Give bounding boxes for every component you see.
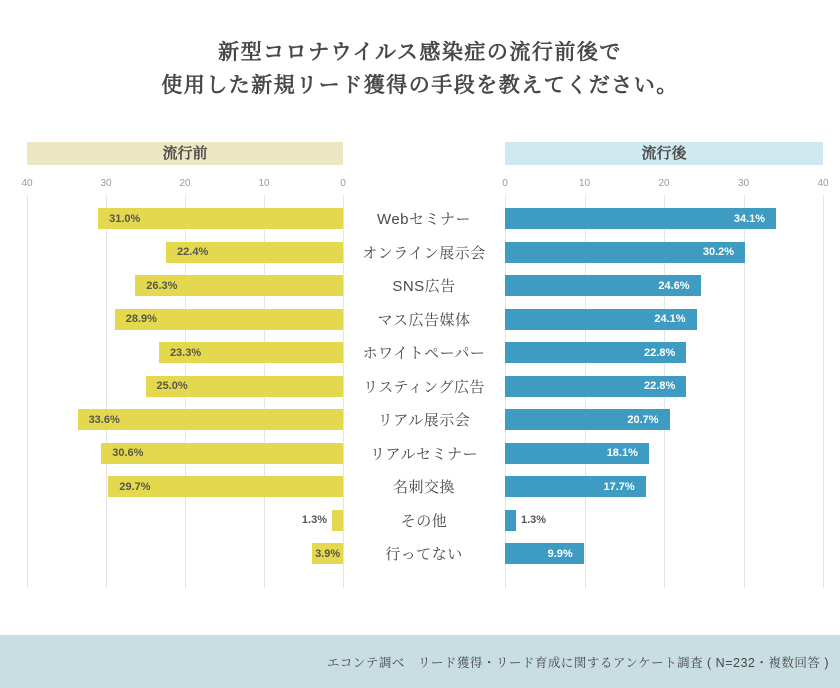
after-bar — [505, 242, 745, 263]
source-footer — [0, 635, 840, 688]
after-bar-cell — [505, 543, 823, 564]
before-bar — [135, 275, 343, 296]
after-bar-cell — [505, 510, 823, 531]
after-bar-cell — [505, 309, 823, 330]
chart-row — [27, 504, 823, 538]
before-bar-cell — [27, 208, 343, 229]
after-bar — [505, 342, 686, 363]
before-bar — [98, 208, 343, 229]
chart-row — [27, 303, 823, 337]
category-label: リアル展示会 — [377, 412, 471, 430]
before-bar-cell — [27, 443, 343, 464]
before-bar — [332, 510, 343, 531]
axis-tick: 40 — [21, 178, 33, 189]
before-bar-cell — [27, 309, 343, 330]
value-label: 30.2% — [702, 246, 735, 259]
left-axis-ticks — [21, 165, 346, 195]
legend-bands-row — [27, 142, 823, 165]
category-label: リスティング広告 — [363, 378, 485, 396]
before-bar — [108, 476, 343, 497]
axis-tick: 30 — [737, 178, 750, 189]
after-bar-cell — [505, 208, 823, 229]
category-label: 名刺交換 — [392, 479, 455, 497]
category-label: ホワイトペーパー — [362, 345, 486, 363]
chart-row — [27, 537, 823, 571]
value-label: 24.1% — [654, 313, 686, 326]
value-label: 3.9% — [315, 547, 341, 560]
value-label: 28.9% — [125, 313, 157, 326]
value-label: 24.6% — [658, 279, 690, 292]
before-bar-cell — [27, 510, 343, 531]
before-bar — [78, 409, 343, 430]
chart-row — [27, 470, 823, 504]
before-bar-cell — [27, 275, 343, 296]
value-label: 1.3% — [521, 514, 547, 527]
legend-band-after: 流行後 — [505, 142, 823, 165]
before-bar-cell — [27, 476, 343, 497]
legend-band-spacer — [343, 142, 505, 165]
before-bar — [166, 242, 343, 263]
after-bar — [505, 510, 516, 531]
after-bar — [505, 543, 584, 564]
before-bar-cell — [27, 409, 343, 430]
source-text: エコンテ調べ リード獲得・リード育成に関するアンケート調査 ( N=232・複数回答 ) — [326, 655, 829, 670]
axis-tick: 10 — [258, 178, 270, 189]
value-label: 33.6% — [88, 413, 120, 426]
chart-row — [27, 403, 823, 437]
value-label: 22.8% — [644, 380, 676, 393]
axis-ticks-row — [21, 165, 829, 195]
chart-row — [27, 236, 823, 270]
after-bar-cell — [505, 342, 823, 363]
category-label: マス広告媒体 — [377, 311, 471, 329]
value-label: 31.0% — [109, 212, 141, 225]
value-label: 22.8% — [644, 346, 676, 359]
plot-area — [27, 195, 823, 588]
gridline — [823, 195, 824, 588]
value-label: 34.1% — [733, 212, 766, 225]
after-bar-cell — [505, 275, 823, 296]
category-label: リアルセミナー — [370, 445, 478, 463]
after-bar-cell — [505, 242, 823, 263]
chart-title-line2: 使用した新規リード獲得の手段を教えてください。 — [161, 74, 679, 97]
after-bar-cell — [505, 476, 823, 497]
after-bar-cell — [505, 443, 823, 464]
after-bar-cell — [505, 376, 823, 397]
value-label: 20.7% — [627, 413, 659, 426]
chart-row — [27, 336, 823, 370]
after-bar — [505, 443, 649, 464]
category-label: 行ってない — [385, 546, 463, 564]
value-label: 9.9% — [547, 547, 573, 560]
before-bar-cell — [27, 543, 343, 564]
category-label: SNS広告 — [392, 278, 456, 296]
axis-tick: 40 — [817, 178, 829, 189]
chart-title — [0, 36, 840, 102]
value-label: 25.0% — [156, 380, 188, 393]
before-bar-cell — [27, 376, 343, 397]
after-bar — [505, 409, 670, 430]
axis-tick: 0 — [340, 178, 346, 189]
bilateral-bar-chart — [21, 142, 829, 588]
before-bar — [146, 376, 344, 397]
right-axis-ticks — [502, 165, 829, 195]
after-bar — [505, 208, 776, 229]
legend-band-before: 流行前 — [27, 142, 343, 165]
axis-tick: 20 — [179, 178, 191, 189]
value-label: 22.4% — [177, 246, 209, 259]
chart-title-line1: 新型コロナウイルス感染症の流行前後で — [218, 41, 622, 64]
before-bar — [101, 443, 343, 464]
category-label: その他 — [400, 512, 448, 530]
before-bar-cell — [27, 242, 343, 263]
after-bar — [505, 476, 646, 497]
after-bar — [505, 309, 697, 330]
chart-row — [27, 370, 823, 404]
category-label: Webセミナー — [376, 211, 472, 229]
before-bar — [115, 309, 343, 330]
axis-tick: 30 — [100, 178, 112, 189]
axis-tick: 0 — [502, 178, 508, 189]
after-bar-cell — [505, 409, 823, 430]
value-label: 29.7% — [119, 480, 151, 493]
ticks-spacer — [343, 165, 505, 195]
chart-row — [27, 437, 823, 471]
chart-rows — [27, 195, 823, 571]
value-label: 23.3% — [169, 346, 202, 359]
before-bar — [159, 342, 343, 363]
value-label: 30.6% — [112, 447, 144, 460]
before-bar — [312, 543, 343, 564]
chart-row — [27, 269, 823, 303]
before-bar-cell — [27, 342, 343, 363]
after-bar — [505, 275, 701, 296]
category-label: オンライン展示会 — [362, 244, 486, 262]
axis-tick: 10 — [578, 178, 591, 189]
chart-row — [27, 202, 823, 236]
after-bar — [505, 376, 686, 397]
value-label: 26.3% — [146, 279, 178, 292]
value-label: 17.7% — [603, 480, 635, 493]
value-label: 1.3% — [301, 514, 327, 527]
value-label: 18.1% — [606, 447, 638, 460]
axis-tick: 20 — [658, 178, 670, 189]
